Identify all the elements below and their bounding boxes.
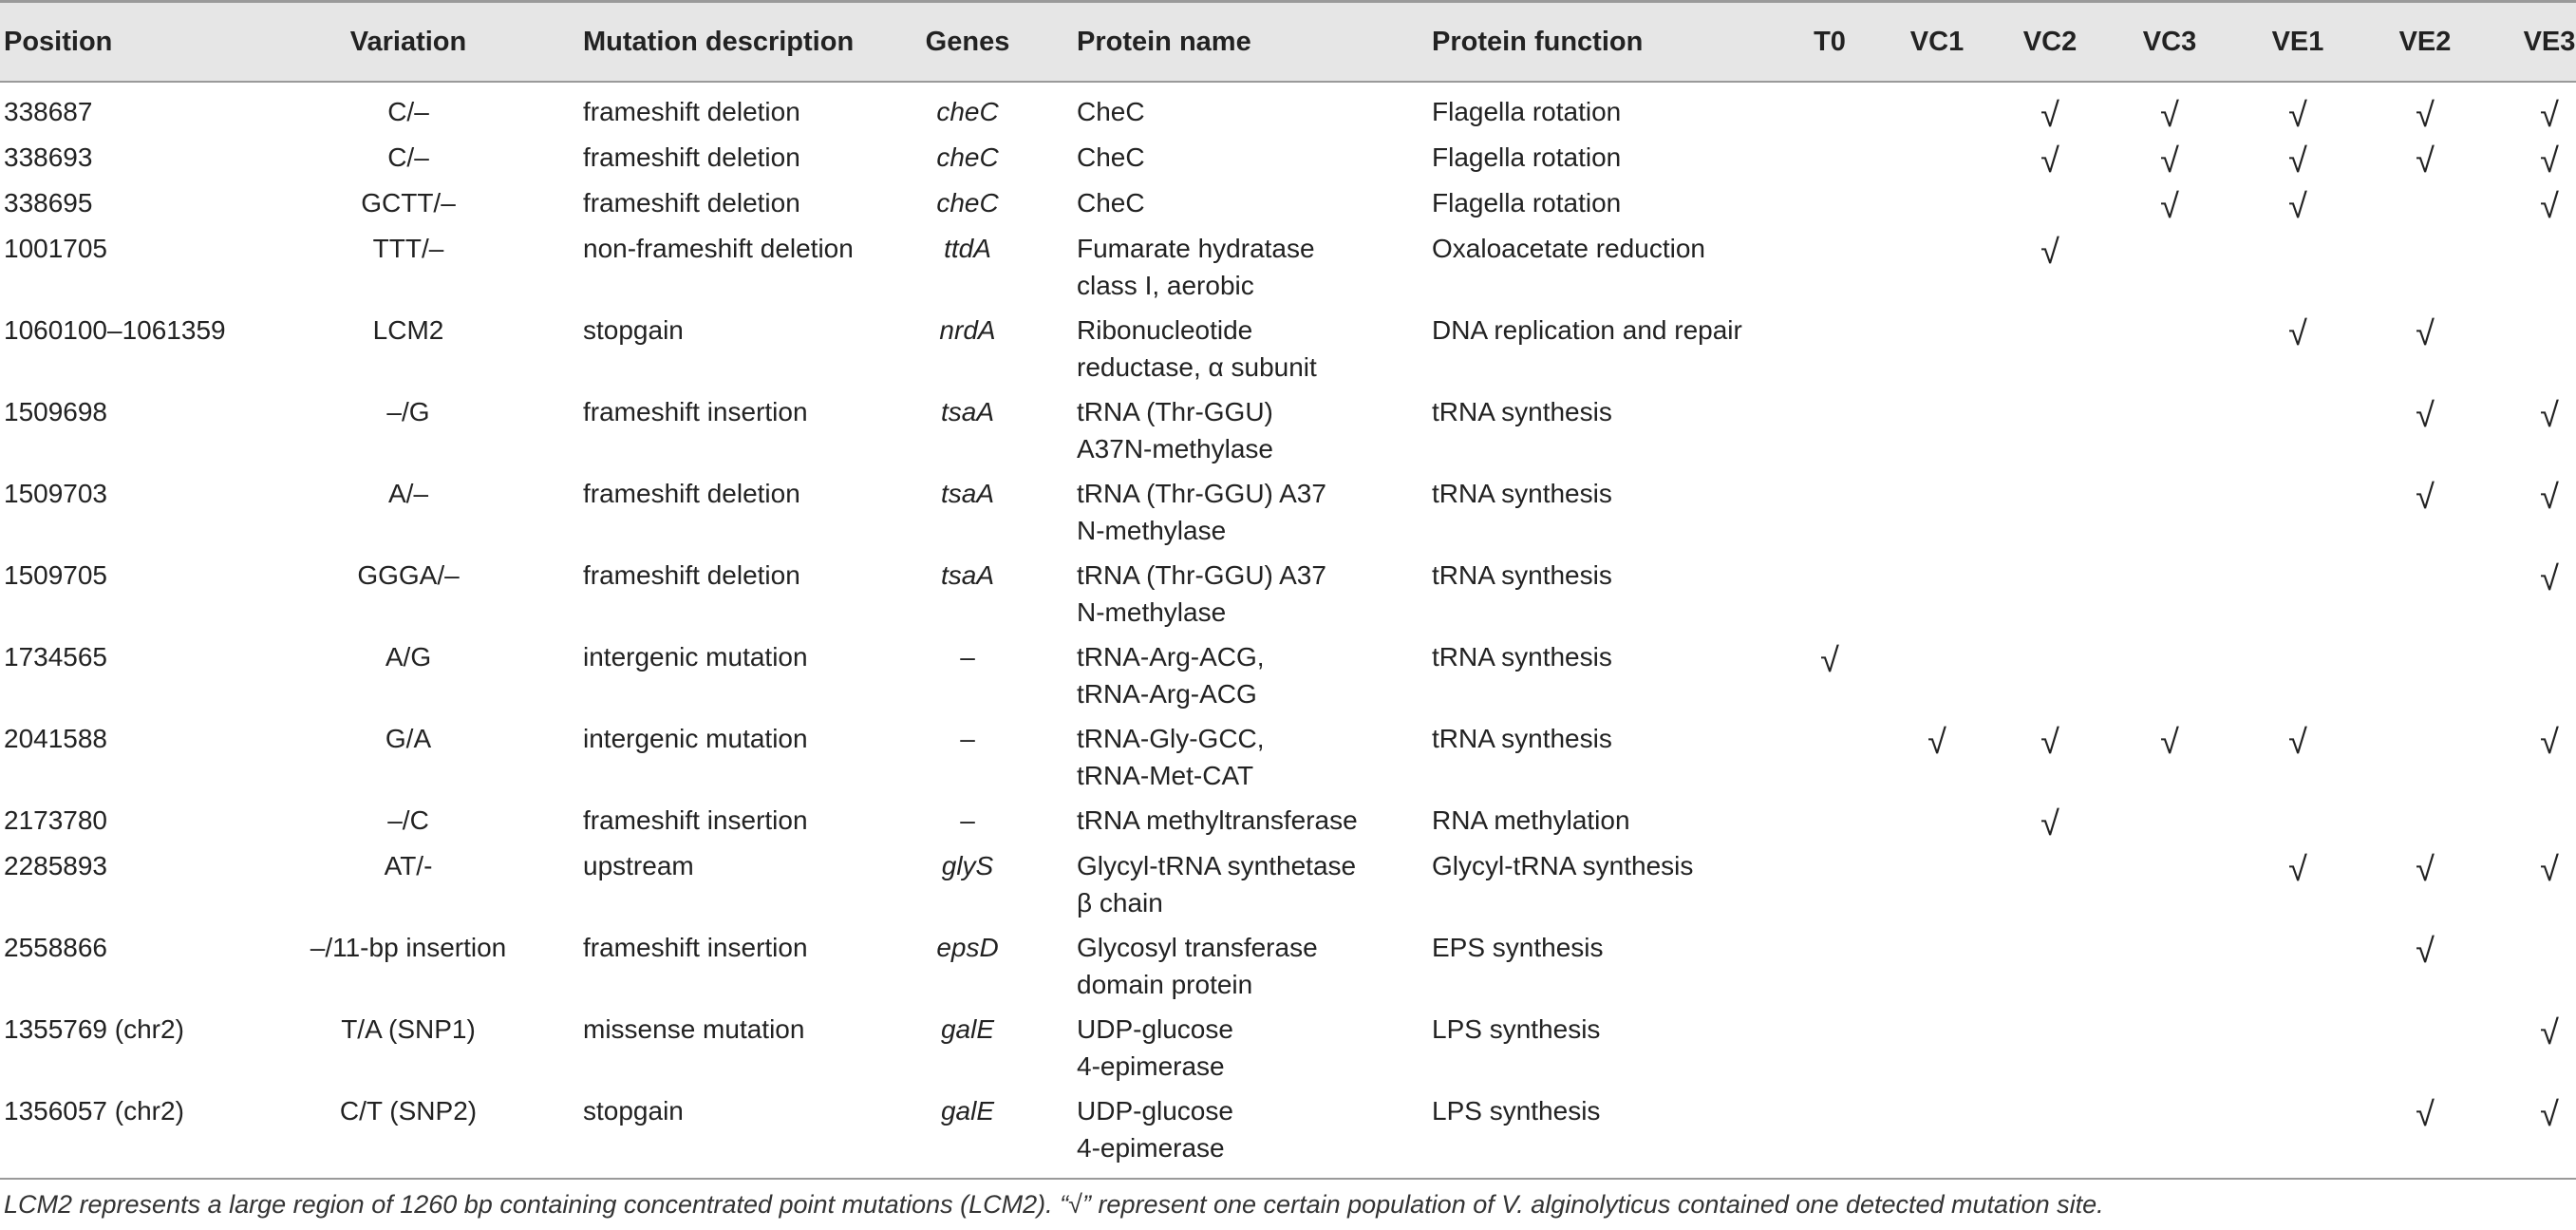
cell-variation: G/A [385, 724, 432, 753]
cell-variation: C/– [387, 97, 429, 126]
cell-position: 2041588 [4, 724, 108, 753]
check-mark-vc2: √ [2040, 141, 2059, 180]
cell-position: 1356057 (chr2) [4, 1096, 184, 1126]
header-genes: Genes [925, 27, 1010, 57]
table-footnote: LCM2 represents a large region of 1260 bp containing concentrated point mutations (LCM2). “√” represent one certain population of V. alginolyticus contained one detected mutation site. [4, 1190, 2104, 1219]
cell-gene: – [960, 724, 975, 753]
table-row [0, 837, 2576, 918]
cell-mutation-description: stopgain [583, 315, 684, 345]
header-t0: T0 [1814, 27, 1846, 57]
check-mark-ve1: √ [2288, 95, 2307, 134]
table-row [0, 1082, 2576, 1164]
cell-gene: galE [940, 1014, 995, 1044]
cell-position: 338687 [4, 97, 93, 126]
cell-variation: –/G [386, 397, 430, 426]
cell-protein-name [1077, 184, 1145, 221]
protein-name-line: tRNA methyltransferase [1077, 805, 1358, 835]
cell-protein-function: RNA methylation [1432, 805, 1630, 835]
check-mark-ve2: √ [2416, 1094, 2435, 1133]
cell-protein-function: Glycyl-tRNA synthesis [1432, 851, 1694, 880]
cell-mutation-description: intergenic mutation [583, 642, 808, 672]
check-mark-ve1: √ [2288, 141, 2307, 180]
cell-mutation-description: frameshift deletion [583, 479, 800, 508]
cell-gene: epsD [936, 933, 999, 962]
cell-variation: T/A (SNP1) [341, 1014, 476, 1044]
cell-mutation-description: frameshift deletion [583, 97, 800, 126]
cell-variation: A/– [387, 479, 429, 508]
check-mark-ve3: √ [2540, 849, 2559, 888]
cell-mutation-description: frameshift insertion [583, 805, 808, 835]
protein-name-line: tRNA (Thr-GGU) A37 [1077, 560, 1326, 590]
protein-name-line: β chain [1077, 888, 1163, 918]
protein-name-line: 4-epimerase [1077, 1051, 1225, 1081]
cell-protein-function: DNA replication and repair [1432, 315, 1742, 345]
cell-protein-function: tRNA synthesis [1432, 479, 1612, 508]
protein-name-line: CheC [1077, 142, 1145, 172]
protein-name-line: domain protein [1077, 970, 1253, 999]
cell-gene: ttdA [944, 234, 991, 263]
cell-variation: C/T (SNP2) [339, 1096, 478, 1126]
table-row [0, 219, 2576, 301]
protein-name-line: tRNA-Arg-ACG, [1077, 642, 1265, 672]
cell-protein-function: tRNA synthesis [1432, 560, 1612, 590]
cell-protein-function: tRNA synthesis [1432, 724, 1612, 753]
cell-protein-name [1077, 93, 1145, 130]
cell-variation: –/C [387, 805, 429, 835]
table-row [0, 710, 2576, 791]
protein-name-line: A37N-methylase [1077, 434, 1273, 464]
cell-mutation-description: stopgain [583, 1096, 684, 1126]
table-row [0, 383, 2576, 464]
check-mark-ve2: √ [2416, 931, 2435, 970]
table-row [0, 174, 2576, 225]
check-mark-vc2: √ [2040, 95, 2059, 134]
cell-position: 2173780 [4, 805, 108, 835]
header-mutation-description: Mutation description [583, 27, 855, 57]
check-mark-vc2: √ [2040, 722, 2059, 761]
check-mark-ve3: √ [2540, 722, 2559, 761]
check-mark-ve2: √ [2416, 477, 2435, 516]
cell-position: 1509703 [4, 479, 108, 508]
check-mark-ve2: √ [2416, 313, 2435, 352]
cell-position: 338693 [4, 142, 93, 172]
cell-protein-function: Flagella rotation [1432, 97, 1622, 126]
check-mark-vc3: √ [2160, 141, 2179, 180]
cell-gene: tsaA [940, 479, 995, 508]
check-mark-vc2: √ [2040, 232, 2059, 271]
protein-name-line: Fumarate hydratase [1077, 234, 1315, 263]
protein-name-line: 4-epimerase [1077, 1133, 1225, 1163]
protein-name-line: tRNA-Met-CAT [1077, 761, 1254, 790]
cell-gene: – [960, 642, 975, 672]
cell-variation: –/11-bp insertion [310, 933, 507, 962]
check-mark-ve3: √ [2540, 186, 2559, 225]
cell-position: 1060100–1061359 [4, 315, 226, 345]
protein-name-line: UDP-glucose [1077, 1014, 1233, 1044]
protein-name-line: Ribonucleotide [1077, 315, 1253, 345]
cell-protein-name [1077, 475, 1326, 549]
table-body [0, 83, 2576, 1164]
cell-position: 1355769 (chr2) [4, 1014, 184, 1044]
cell-protein-function: tRNA synthesis [1432, 397, 1612, 426]
check-mark-ve3: √ [2540, 141, 2559, 180]
cell-protein-function: LPS synthesis [1432, 1096, 1601, 1126]
cell-mutation-description: frameshift insertion [583, 397, 808, 426]
table-row [0, 918, 2576, 1000]
cell-position: 2285893 [4, 851, 108, 880]
cell-mutation-description: missense mutation [583, 1014, 805, 1044]
cell-position: 1509698 [4, 397, 108, 426]
cell-gene: glyS [941, 851, 994, 880]
cell-gene: – [960, 805, 975, 835]
check-mark-vc3: √ [2160, 722, 2179, 761]
cell-protein-name [1077, 557, 1326, 631]
cell-position: 2558866 [4, 933, 108, 962]
cell-position: 1001705 [4, 234, 108, 263]
cell-gene: galE [940, 1096, 995, 1126]
cell-protein-name [1077, 638, 1265, 712]
header-vc2: VC2 [2022, 27, 2078, 57]
cell-variation: AT/- [384, 851, 433, 880]
cell-protein-name [1077, 1011, 1233, 1085]
table-row [0, 546, 2576, 628]
protein-name-line: tRNA-Arg-ACG [1077, 679, 1257, 709]
cell-protein-name [1077, 230, 1315, 304]
cell-variation: GGGA/– [357, 560, 460, 590]
cell-protein-name [1077, 847, 1356, 921]
protein-name-line: tRNA-Gly-GCC, [1077, 724, 1265, 753]
check-mark-vc3: √ [2160, 95, 2179, 134]
header-protein-function: Protein function [1432, 27, 1644, 57]
protein-name-line: tRNA (Thr-GGU) A37 [1077, 479, 1326, 508]
header-ve3: VE3 [2523, 27, 2576, 57]
cell-protein-name [1077, 393, 1273, 467]
check-mark-ve2: √ [2416, 141, 2435, 180]
check-mark-ve2: √ [2416, 95, 2435, 134]
check-mark-ve3: √ [2540, 1094, 2559, 1133]
cell-protein-function: EPS synthesis [1432, 933, 1604, 962]
cell-variation: C/– [387, 142, 429, 172]
cell-position: 338695 [4, 188, 93, 218]
cell-gene: cheC [936, 97, 999, 126]
check-mark-ve1: √ [2288, 313, 2307, 352]
table-row [0, 128, 2576, 180]
protein-name-line: UDP-glucose [1077, 1096, 1233, 1126]
table-row [0, 301, 2576, 383]
check-mark-t0: √ [1820, 640, 1839, 679]
cell-variation: LCM2 [372, 315, 444, 345]
protein-name-line: N-methylase [1077, 597, 1227, 627]
cell-mutation-description: frameshift deletion [583, 188, 800, 218]
cell-position: 1734565 [4, 642, 108, 672]
cell-gene: tsaA [940, 397, 995, 426]
cell-gene: tsaA [940, 560, 995, 590]
table-row [0, 1000, 2576, 1082]
check-mark-ve1: √ [2288, 186, 2307, 225]
cell-gene: cheC [936, 188, 999, 218]
protein-name-line: tRNA (Thr-GGU) [1077, 397, 1273, 426]
check-mark-ve3: √ [2540, 95, 2559, 134]
check-mark-vc2: √ [2040, 804, 2059, 842]
check-mark-ve1: √ [2288, 722, 2307, 761]
protein-name-line: CheC [1077, 188, 1145, 218]
check-mark-ve3: √ [2540, 558, 2559, 597]
cell-gene: cheC [936, 142, 999, 172]
cell-protein-function: tRNA synthesis [1432, 642, 1612, 672]
check-mark-vc1: √ [1927, 722, 1946, 761]
cell-mutation-description: upstream [583, 851, 694, 880]
protein-name-line: class I, aerobic [1077, 271, 1254, 300]
cell-protein-function: Flagella rotation [1432, 188, 1622, 218]
table-row [0, 464, 2576, 546]
header-ve1: VE1 [2271, 27, 2324, 57]
table-row [0, 628, 2576, 710]
cell-variation: TTT/– [372, 234, 444, 263]
cell-mutation-description: frameshift insertion [583, 933, 808, 962]
check-mark-ve1: √ [2288, 849, 2307, 888]
check-mark-ve2: √ [2416, 395, 2435, 434]
cell-protein-name [1077, 312, 1317, 386]
header-vc1: VC1 [1909, 27, 1965, 57]
cell-protein-name [1077, 802, 1358, 839]
check-mark-vc3: √ [2160, 186, 2179, 225]
cell-position: 1509705 [4, 560, 108, 590]
table-header [0, 0, 2576, 81]
cell-protein-function: Flagella rotation [1432, 142, 1622, 172]
cell-variation: GCTT/– [361, 188, 456, 218]
header-ve2: VE2 [2398, 27, 2452, 57]
cell-protein-name [1077, 139, 1145, 176]
cell-protein-name [1077, 720, 1265, 794]
protein-name-line: Glycyl-tRNA synthetase [1077, 851, 1357, 880]
protein-name-line: N-methylase [1077, 516, 1227, 545]
cell-mutation-description: non-frameshift deletion [583, 234, 854, 263]
cell-protein-name [1077, 1092, 1233, 1166]
cell-mutation-description: intergenic mutation [583, 724, 808, 753]
protein-name-line: reductase, α subunit [1077, 352, 1317, 382]
table-bottom-rule [0, 1178, 2576, 1180]
header-vc3: VC3 [2142, 27, 2197, 57]
protein-name-line: CheC [1077, 97, 1145, 126]
check-mark-ve3: √ [2540, 395, 2559, 434]
cell-protein-name [1077, 929, 1318, 1003]
header-protein-name: Protein name [1077, 27, 1251, 57]
cell-variation: A/G [385, 642, 432, 672]
header-position: Position [4, 27, 113, 57]
cell-mutation-description: frameshift deletion [583, 142, 800, 172]
cell-gene: nrdA [939, 315, 996, 345]
protein-name-line: Glycosyl transferase [1077, 933, 1318, 962]
table-row [0, 83, 2576, 134]
cell-protein-function: LPS synthesis [1432, 1014, 1601, 1044]
table-row [0, 791, 2576, 842]
header-variation: Variation [349, 27, 467, 57]
cell-protein-function: Oxaloacetate reduction [1432, 234, 1705, 263]
cell-mutation-description: frameshift deletion [583, 560, 800, 590]
check-mark-ve3: √ [2540, 477, 2559, 516]
check-mark-ve3: √ [2540, 1012, 2559, 1051]
check-mark-ve2: √ [2416, 849, 2435, 888]
